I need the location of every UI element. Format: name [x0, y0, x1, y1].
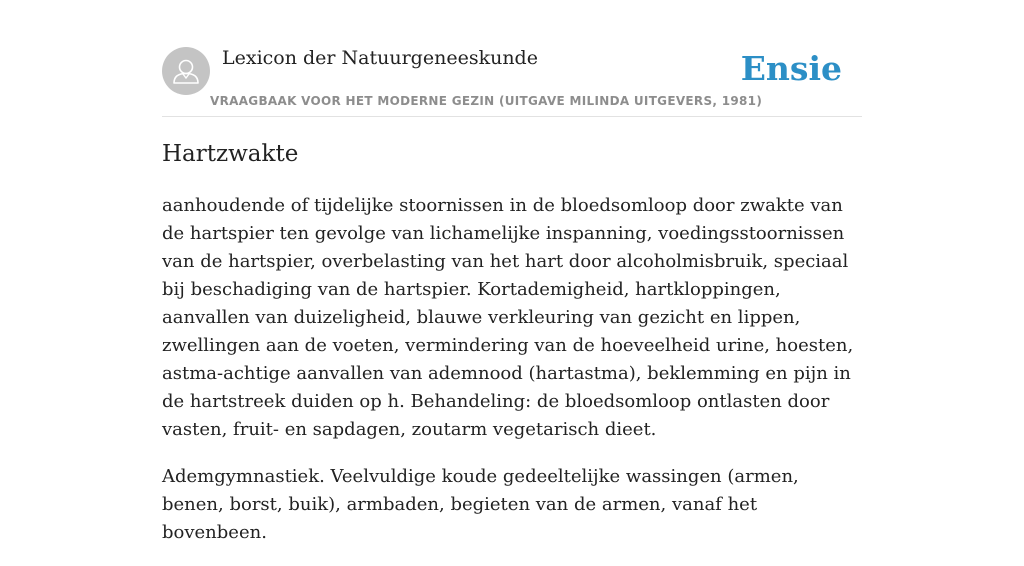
source-title[interactable]: Lexicon der Natuurgeneeskunde	[222, 47, 538, 69]
ensie-logo[interactable]: Ensie	[740, 49, 842, 88]
source-subtitle: VRAAGBAAK VOOR HET MODERNE GEZIN (UITGAVE MILINDA UITGEVERS, 1981)	[210, 94, 763, 108]
entry-title: Hartzwakte	[162, 141, 299, 167]
source-header	[162, 46, 862, 117]
avatar[interactable]	[162, 47, 210, 95]
entry-content	[162, 192, 862, 566]
entry-paragraph: aanhoudende of tijdelijke stoornissen in de bloedsomloop door zwakte van de hartspier ten gevolge van lichamelijke inspanning, voedingsstoornissen van de hartspier, overbelasting van het hart door alcoholmisbruik, speciaal bij beschadiging van de hartspier. Kortademigheid, hartkloppingen, aanvallen van duizeligheid, blauwe verkleuring van gezicht en lippen, zwellingen aan de voeten, vermindering van de hoeveelheid urine, hoesten, astma-achtige aanvallen van ademnood (hartastma), beklemming en pijn in de hartstreek duiden op h. Behandeling: de bloedsomloop ontlasten door vasten, fruit- en sapdagen, zoutarm vegetarisch dieet.	[162, 195, 854, 440]
user-icon	[162, 47, 210, 95]
entry-paragraph: Ademgymnastiek. Veelvuldige koude gedeeltelijke wassingen (armen, benen, borst, buik), armbaden, begieten van de armen, vanaf het bovenbeen.	[162, 466, 799, 543]
